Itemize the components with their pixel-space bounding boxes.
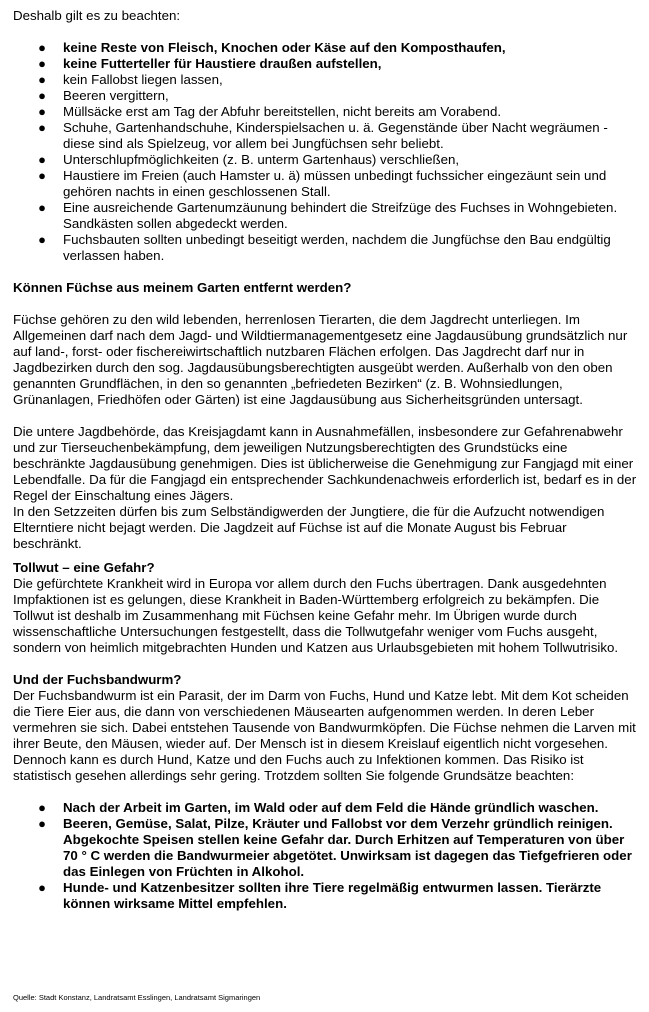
bullet-icon: ● — [38, 88, 46, 103]
list-item: ● Eine ausreichende Gartenumzäunung behindert die Streifzüge des Fuchses in Wohngebieten. Sandkästen sollen abgedeckt werden. — [38, 200, 618, 231]
bullet-icon: ● — [38, 232, 46, 247]
list-item: ● Beeren vergittern, — [38, 88, 169, 103]
paragraph-hunting-season: In den Setzzeiten dürfen bis zum Selbständigwerden der Jungtiere, die für die Aufzucht notwendigen Elterntiere nicht bejagt werden. Die Jagdzeit auf Füchse ist auf die Monate August bis Februar beschränkt. — [13, 504, 605, 551]
list-item: ● Schuhe, Gartenhandschuhe, Kinderspielsachen u. ä. Gegenstände über Nacht wegräumen - diese sind als Spielzeug, vor allem bei Jungfüchsen sehr beliebt. — [38, 120, 608, 151]
list-item: ● Fuchsbauten sollten unbedingt beseitigt werden, nachdem die Jungfüchse den Bau endgültig verlassen haben. — [38, 232, 611, 263]
paragraph-tapeworm: Der Fuchsbandwurm ist ein Parasit, der im Darm von Fuchs, Hund und Katze lebt. Mit dem Kot scheiden die Tiere Eier aus, die dann von verschiedenen Mäusearten aufgenommen werden. In deren Leber vermehren sie sich. Dabei entstehen Tausende von Bandwurmköpfen. Die Füchse nehmen die Larven mit ihrer Beute, den Mäusen, wieder auf. Der Mensch ist in diesem Kreislauf eigentlich nicht vorgesehen. Dennoch kann es durch Hund, Katze und den Fuchs auch zu Infektionen kommen. Das Risiko ist statistisch gesehen allerdings sehr gering. Trotzdem sollten Sie folgende Grundsätze beachten: — [13, 688, 636, 783]
list-item: ● Müllsäcke erst am Tag der Abfuhr bereitstellen, nicht bereits am Vorabend. — [38, 104, 502, 119]
bullet-icon: ● — [38, 56, 46, 71]
list-item: ● Hunde- und Katzenbesitzer sollten ihre Tiere regelmäßig entwurmen lassen. Tierärzte können wirksame Mittel empfehlen. — [38, 880, 602, 911]
intro-text: Deshalb gilt es zu beachten: — [13, 8, 181, 23]
bullet-icon: ● — [38, 880, 46, 895]
list-item: ● Nach der Arbeit im Garten, im Wald oder auf dem Feld die Hände gründlich waschen. — [38, 800, 599, 815]
bullet-icon: ● — [38, 40, 46, 55]
section-heading-tapeworm: Und der Fuchsbandwurm? — [13, 672, 182, 687]
list-item: ● Haustiere im Freien (auch Hamster u. ä) müssen unbedingt fuchssicher eingezäunt sein und gehören nachts in einen geschlossenen Stall. — [38, 168, 607, 199]
bullet-icon: ● — [38, 152, 46, 167]
list-item: ● Unterschlupfmöglichkeiten (z. B. unterm Gartenhaus) verschließen, — [38, 152, 460, 167]
bullet-icon: ● — [38, 72, 46, 87]
hygiene-list — [37, 800, 638, 912]
section-heading-rabies: Tollwut – eine Gefahr? — [13, 560, 155, 575]
list-item: ● keine Reste von Fleisch, Knochen oder Käse auf den Komposthaufen, — [38, 40, 506, 55]
bullet-icon: ● — [38, 120, 46, 135]
bullet-icon: ● — [38, 200, 46, 215]
paragraph-hunting-law: Füchse gehören zu den wild lebenden, herrenlosen Tierarten, die dem Jagdrecht unterliegen. Im Allgemeinen darf nach dem Jagd- und Wildtiermanagementgesetz eine Jagdausübung grundsätzlich nur auf land-, forst- oder fischereiwirtschaftlich nutzbaren Flächen erfolgen. Das Jagdrecht darf nur in Jagdbezirken durch den sog. Jagdausübungsberechtigten ausgeübt werden. Außerhalb von den oben genannten Grundflächen, in den so genannten „befriedeten Bezirken“ (z. B. Wohnsiedlungen, Grünanlagen, Friedhöfen oder Gärten) ist eine Jagdausübung aus Sicherheitsgründen untersagt. — [13, 312, 628, 407]
bullet-icon: ● — [38, 104, 46, 119]
bullet-icon: ● — [38, 168, 46, 183]
document-page — [13, 8, 638, 912]
bullet-icon: ● — [38, 800, 46, 815]
paragraph-rabies: Die gefürchtete Krankheit wird in Europa vor allem durch den Fuchs übertragen. Dank ausgedehnten Impfaktionen ist es gelungen, diese Krankheit in Baden-Württemberg erfolgreich zu bekämpfen. Die Tollwut ist deshalb im Zusammenhang mit Füchsen keine Gefahr mehr. Im Übrigen wurde durch wissenschaftliche Untersuchungen festgestellt, dass die Tollwutgefahr weniger vom Fuchs ausgeht, sondern von heimlich mitgebrachten Hunden und Katzen aus Urlaubsgebieten mit hohem Tollwutrisiko. — [13, 576, 619, 655]
section-heading-removal: Können Füchse aus meinem Garten entfernt werden? — [13, 280, 352, 295]
list-item: ● keine Futterteller für Haustiere draußen aufstellen, — [38, 56, 382, 71]
bullet-icon: ● — [38, 816, 46, 831]
paragraph-hunting-authority: Die untere Jagdbehörde, das Kreisjagdamt kann in Ausnahmefällen, insbesondere zur Gefahrenabwehr und zur Tierseuchenbekämpfung, dem jeweiligen Nutzungsberechtigten des Grundstücks eine beschränkte Jagdausübung genehmigen. Dies ist üblicherweise die Genehmigung zur Fangjagd mit einer Lebendfalle. Da für die Fangjagd ein entsprechender Sachkundenachweis erforderlich ist, bedarf es in der Regel der Einschaltung eines Jägers. — [13, 424, 637, 503]
list-item: ● kein Fallobst liegen lassen, — [38, 72, 223, 87]
list-item: ● Beeren, Gemüse, Salat, Pilze, Kräuter und Fallobst vor dem Verzehr gründlich reinigen. Abgekochte Speisen stellen keine Gefahr dar. Durch Erhitzen auf Temperaturen von über 70 ° C werden die Bandwurmeier abgetötet. Unwirksam ist dagegen das Tiefgefrieren oder das Einlegen von Früchten in Alkohol. — [38, 816, 632, 879]
precautions-list — [37, 40, 638, 264]
source-note: Quelle: Stadt Konstanz, Landratsamt Esslingen, Landratsamt Sigmaringen — [13, 993, 261, 1002]
